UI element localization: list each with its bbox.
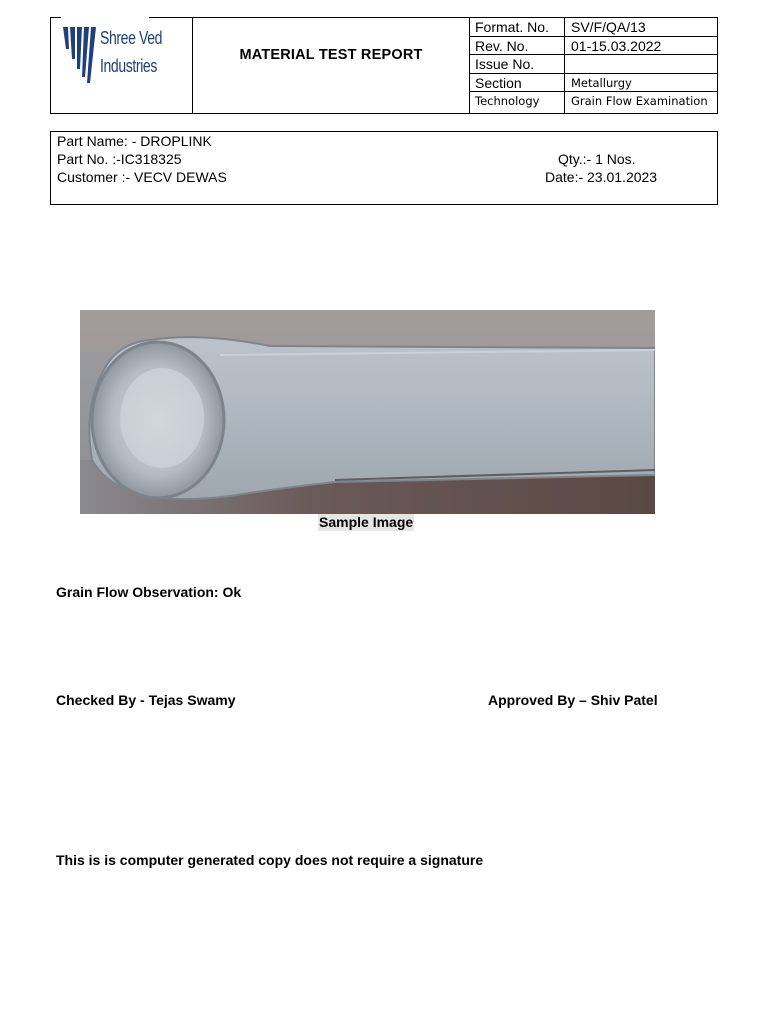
company-logo-mark-icon	[63, 27, 97, 83]
meta-label: Issue No.	[470, 55, 565, 73]
sample-image	[80, 310, 655, 514]
approved-by: Approved By – Shiv Patel	[488, 692, 658, 708]
company-name-line1: Shree Ved	[100, 28, 163, 48]
part-name: Part Name: - DROPLINK	[57, 133, 212, 149]
title-cell	[193, 18, 470, 113]
report-date: Date:- 23.01.2023	[545, 169, 658, 185]
meta-value	[565, 55, 718, 73]
meta-label: Format. No.	[470, 18, 565, 36]
meta-value: Grain Flow Examination	[571, 94, 708, 109]
meta-row-issue-no	[470, 55, 718, 74]
checked-by: Checked By - Tejas Swamy	[56, 692, 236, 708]
meta-row-section	[470, 74, 718, 93]
sample-image-caption: Sample Image	[319, 514, 414, 530]
meta-label: Technology	[470, 92, 565, 113]
meta-row-technology	[470, 92, 718, 113]
customer: Customer :- VECV DEWAS	[57, 169, 227, 185]
meta-value: 01-15.03.2022	[571, 37, 662, 54]
report-header-table	[50, 17, 718, 114]
part-info-box	[50, 131, 718, 205]
part-number: Part No. :-IC318325	[57, 151, 182, 167]
meta-value: SV/F/QA/13	[571, 19, 646, 35]
company-name-line2: Industries	[100, 56, 157, 76]
report-title: MATERIAL TEST REPORT	[239, 46, 423, 63]
meta-value: Metallurgy	[571, 75, 632, 90]
meta-label: Rev. No.	[470, 37, 565, 55]
quantity: Qty.:- 1 Nos.	[558, 151, 636, 167]
grain-flow-observation: Grain Flow Observation: Ok	[56, 584, 242, 600]
meta-label: Section	[470, 74, 565, 92]
meta-row-format-no	[470, 18, 718, 37]
logo-cell	[51, 18, 193, 113]
meta-row-rev-no	[470, 37, 718, 56]
computer-generated-note: This is is computer generated copy does not require a signature	[56, 852, 484, 868]
